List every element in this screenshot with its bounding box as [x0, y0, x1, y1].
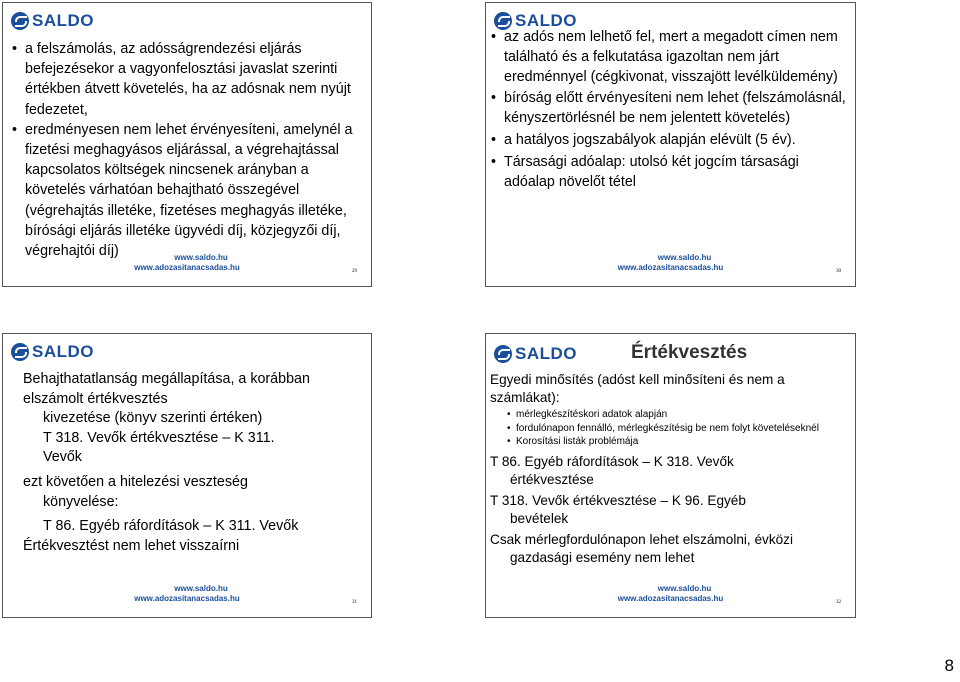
- slide-number: 31: [352, 600, 357, 605]
- bullet-list: [12, 39, 367, 261]
- footer-link-adozas[interactable]: www.adozasitanacsadas.hu: [134, 594, 240, 603]
- saldo-logo: [11, 11, 94, 31]
- footer-link-saldo[interactable]: www.saldo.hu: [657, 253, 712, 262]
- text-line: gazdasági esemény nem lehet: [510, 549, 695, 565]
- text-line: Behajthatatlanság megállapítása, a korábban elszámolt értékvesztés: [23, 371, 310, 407]
- logo-text: SALDO: [515, 11, 577, 30]
- text-line: T 86. Egyéb ráfordítások – K 318. Vevők: [490, 454, 734, 470]
- slide-29: [2, 2, 372, 287]
- footer-link-saldo[interactable]: www.saldo.hu: [657, 584, 712, 593]
- text-line: Vevők: [43, 449, 82, 466]
- text-line: T 318. Vevők értékvesztése – K 311.: [43, 429, 275, 446]
- list-item: • az adós nem lelhető fel, mert a megadott címen nem található és a felkutatása igazoltan nem járt eredménnyel (cégkivonat, visszajött levélküldemény): [491, 28, 851, 87]
- slide-number: 32: [836, 600, 841, 605]
- logo-text: SALDO: [515, 344, 577, 363]
- footer-link-adozas[interactable]: www.adozasitanacsadas.hu: [617, 263, 724, 272]
- saldo-logo-icon: [494, 345, 512, 363]
- list-item: • a hatályos jogszabályok alapján elévült (5 év).: [491, 131, 851, 151]
- slide-number: 29: [352, 269, 357, 274]
- footer-links: [486, 253, 855, 273]
- list-item: • eredményesen nem lehet érvényesíteni, amelynél a fizetési meghagyásos eljárással, a végrehajtással kapcsolatos költségek nincsenek arányban a követelés várhatóan behajtható összegével (végrehajtás illetéke, fizetéses meghagyás illetéke, bírósági eljárás illetéke ügyvédi díj, közjegyzői díj, végrehajtói díj): [12, 120, 367, 261]
- bullet-list: [491, 28, 851, 194]
- saldo-logo-icon: [11, 12, 29, 30]
- saldo-logo: [11, 342, 94, 362]
- slide-body: [23, 370, 363, 556]
- footer-links: [3, 584, 371, 604]
- footer-link-saldo[interactable]: www.saldo.hu: [174, 253, 228, 262]
- text-line: értékvesztése: [510, 471, 594, 487]
- footer-link-adozas[interactable]: www.adozasitanacsadas.hu: [134, 263, 240, 272]
- list-item: • Korosítási listák problémája: [507, 435, 850, 449]
- list-item: • a felszámolás, az adósságrendezési eljárás befejezésekor a vagyonfelosztási javaslat szerinti értékben átvett követelés, ha az adósnak nem nyújt fedezetet,: [12, 39, 367, 120]
- list-item: • Társasági adóalap: utolsó két jogcím társasági adóalap növelőt tétel: [491, 153, 851, 193]
- footer-links: [486, 584, 855, 604]
- footer-link-adozas[interactable]: www.adozasitanacsadas.hu: [617, 594, 724, 603]
- text-line: kivezetése (könyv szerinti értéken): [43, 410, 263, 427]
- slide-title: Értékvesztés: [631, 342, 748, 363]
- text-line: Értékvesztést nem lehet visszaírni: [23, 537, 240, 554]
- list-item: • fordulónapon fennálló, mérlegkészítésig be nem folyt követeléseknél: [507, 422, 850, 436]
- text-line: Csak mérlegfordulónapon lehet elszámolni, évközi: [490, 532, 793, 548]
- text-line: T 318. Vevők értékvesztése – K 96. Egyéb: [490, 493, 746, 509]
- logo-text: SALDO: [32, 11, 94, 30]
- slide-number: 30: [836, 269, 841, 274]
- text-line: Egyedi minősítés (adóst kell minősíteni és nem a számlákat):: [490, 372, 785, 405]
- text-line: ezt követően a hitelezési veszteség: [23, 473, 248, 490]
- footer-link-saldo[interactable]: www.saldo.hu: [174, 584, 228, 593]
- list-item: • bíróság előtt érvényesíteni nem lehet (felszámolásnál, kényszertörlésnél be nem jelentett követelés): [491, 89, 851, 129]
- sub-bullet-list: [490, 408, 850, 449]
- logo-text: SALDO: [32, 342, 94, 361]
- saldo-logo: [494, 344, 577, 364]
- slide-30: [485, 2, 856, 287]
- slide-31: [2, 333, 372, 618]
- slide-body: [490, 371, 850, 566]
- page-number: 8: [944, 656, 954, 675]
- text-line: T 86. Egyéb ráfordítások – K 311. Vevők: [43, 518, 299, 535]
- text-line: könyvelése:: [43, 493, 119, 510]
- slide-32: [485, 333, 856, 618]
- saldo-logo-icon: [11, 343, 29, 361]
- list-item: • mérlegkészítéskori adatok alapján: [507, 408, 850, 422]
- footer-links: [3, 253, 371, 273]
- text-line: bevételek: [510, 510, 569, 526]
